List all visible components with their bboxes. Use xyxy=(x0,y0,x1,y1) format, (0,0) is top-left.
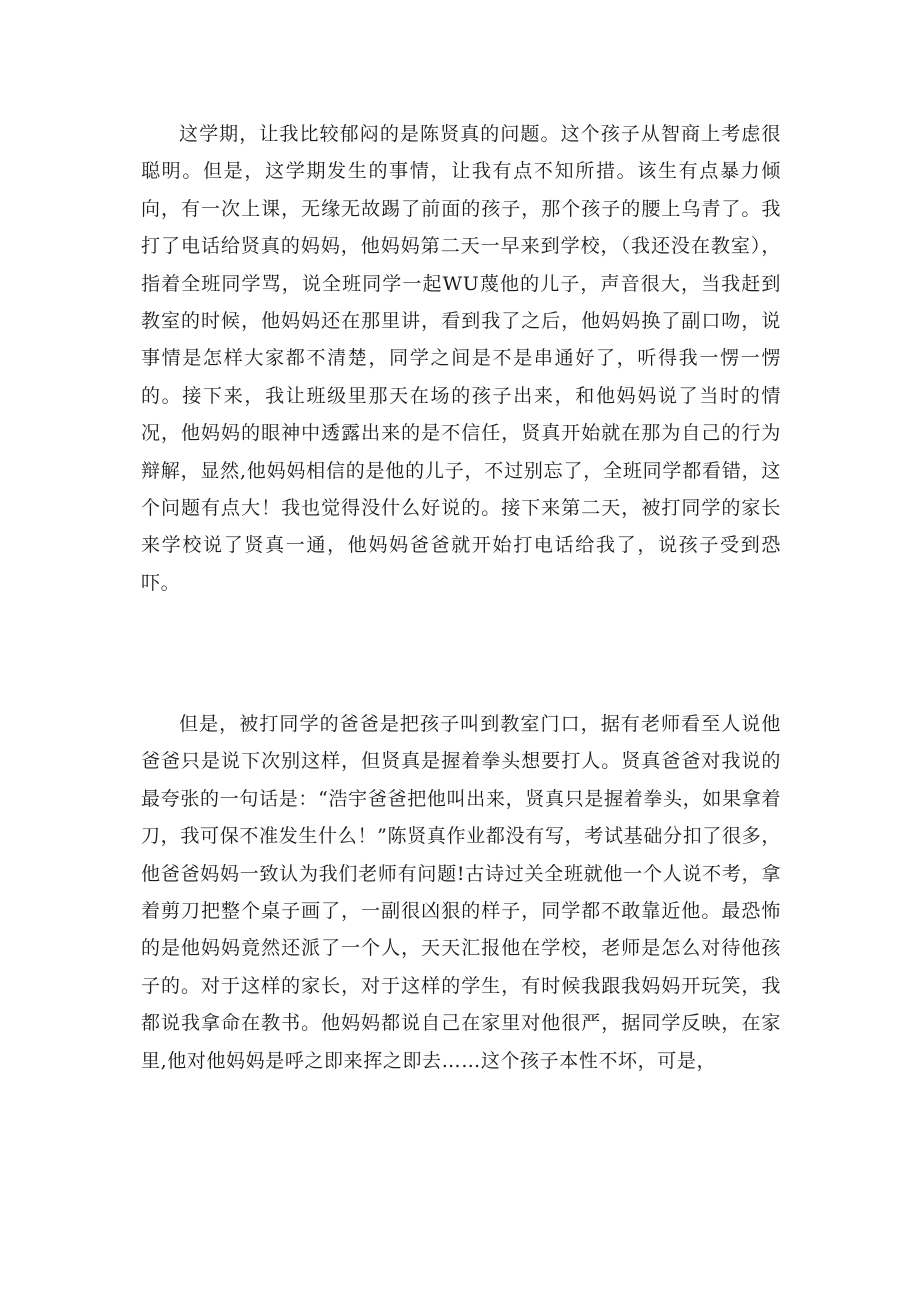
paragraph-1: 这学期，让我比较郁闷的是陈贤真的问题。这个孩子从智商上考虑很聪明。但是，这学期发生的事情，让我有点不知所措。该生有点暴力倾向，有一次上课，无缘无故踢了前面的孩子，那个孩子的腰上乌青了。我打了电话给贤真的妈妈，他妈妈第二天一早来到学校，（我还没在教室），指着全班同学骂，说全班同学一起WU蔑他的儿子，声音很大，当我赶到教室的时候，他妈妈还在那里讲，看到我了之后，他妈妈换了副口吻，说事情是怎样大家都不清楚，同学之间是不是串通好了，听得我一愣一愣的。接下来，我让班级里那天在场的孩子出来，和他妈妈说了当时的情况，他妈妈的眼神中透露出来的是不信任，贤真开始就在那为自己的行为辩解，显然,他妈妈相信的是他的儿子，不过别忘了，全班同学都看错，这个问题有点大！我也觉得没什么好说的。接下来第二天，被打同学的家长来学校说了贤真一通，他妈妈爸爸就开始打电话给我了，说孩子受到恐吓。 xyxy=(141,123,781,594)
paragraph-2: 但是，被打同学的爸爸是把孩子叫到教室门口，据有老师看至人说他爸爸只是说下次别这样，但贤真是握着拳头想要打人。贤真爸爸对我说的最夸张的一句话是：“浩宇爸爸把他叫出来，贤真只是握着拳头，如果拿着刀，我可保不准发生什么！”陈贤真作业都没有写，考试基础分扣了很多，他爸爸妈妈一致认为我们老师有问题!古诗过关全班就他一个人说不考，拿着剪刀把整个桌子画了，一副很凶狠的样子，同学都不敢靠近他。最恐怖的是他妈妈竟然还派了一个人，天天汇报他在学校，老师是怎么对待他孩子的。对于这样的家长，对于这样的学生，有时候我跟我妈妈开玩笑，我都说我拿命在教书。他妈妈都说自己在家里对他很严，据同学反映，在家里,他对他妈妈是呼之即来挥之即去……这个孩子本性不坏，可是， xyxy=(141,713,781,1072)
